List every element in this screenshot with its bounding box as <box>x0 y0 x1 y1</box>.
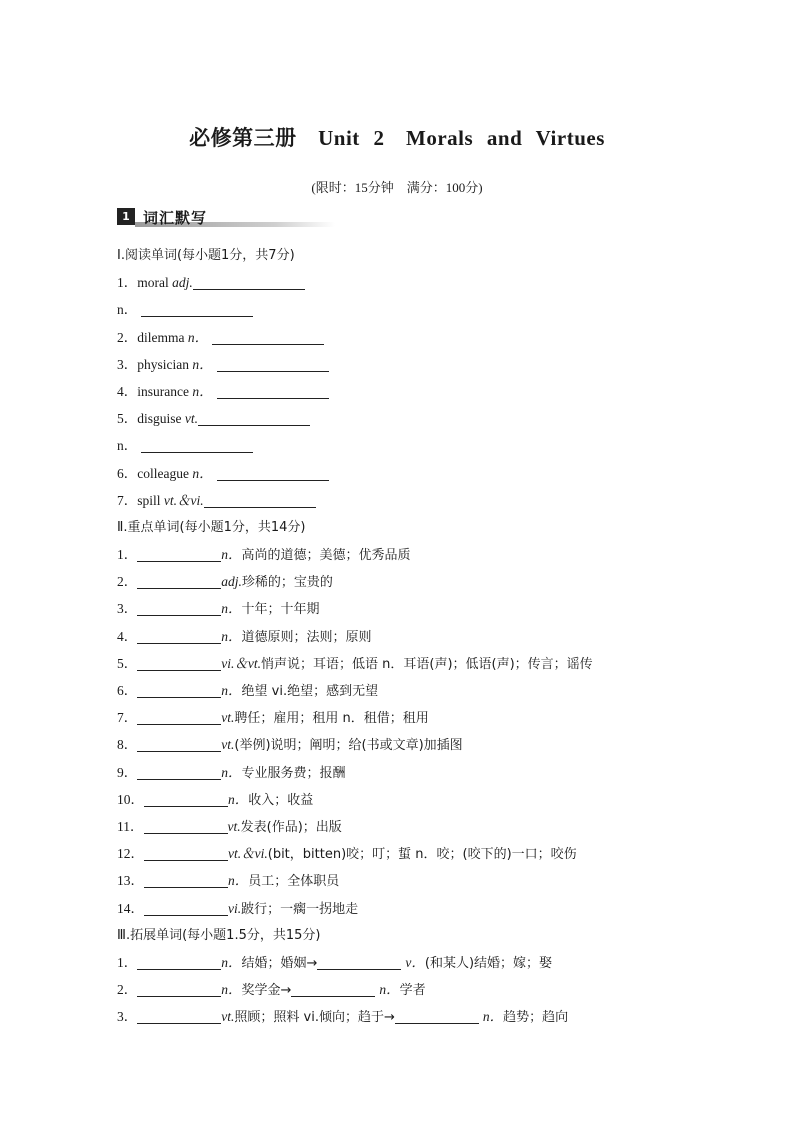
answer-blank[interactable] <box>137 655 221 671</box>
answer-blank[interactable] <box>144 845 228 861</box>
answer-blank[interactable] <box>204 492 316 508</box>
part2-item: 10． n．收入；收益 <box>117 791 314 808</box>
answer-blank[interactable] <box>217 383 329 399</box>
worksheet-body <box>117 242 717 1030</box>
part2-item: 11． vt.发表(作品)；出版 <box>117 818 342 835</box>
answer-blank[interactable] <box>137 954 221 970</box>
answer-blank[interactable] <box>212 329 324 345</box>
page-title: 必修第三册 Unit 2 Morals and Virtues <box>189 126 605 150</box>
answer-blank[interactable] <box>144 872 228 888</box>
answer-blank[interactable] <box>137 709 221 725</box>
answer-blank[interactable] <box>137 628 221 644</box>
section-number-badge: 1 <box>117 208 135 225</box>
part2-item: 7． vt.聘任；雇用；租用 n．租借；租用 <box>117 710 429 727</box>
answer-blank[interactable] <box>137 573 221 589</box>
answer-blank[interactable] <box>141 437 253 453</box>
part1-item: n． <box>117 432 717 459</box>
answer-blank[interactable] <box>137 981 221 997</box>
answer-blank[interactable] <box>144 900 228 916</box>
answer-blank[interactable] <box>137 600 221 616</box>
part2-item: 12． vt.＆vi.(bit，bitten)咬；叮；蜇 n．咬；(咬下的)一口；咬伤 <box>117 846 577 863</box>
part2-header: Ⅱ.重点单词(每小题1分，共14分) <box>117 519 306 535</box>
part3-item: 2． n．奖学金→ n．学者 <box>117 982 426 999</box>
answer-blank[interactable] <box>291 981 375 997</box>
part3-item: 1． n．结婚；婚姻→ v．(和某人)结婚；嫁；娶 <box>117 954 553 971</box>
part1-item: 7．spill vt.＆vi. <box>117 487 717 514</box>
part2-item: 4． n．道德原则；法则；原则 <box>117 628 372 645</box>
part1-item: 5．disguise vt. <box>117 405 717 432</box>
part3-header: Ⅲ.拓展单词(每小题1.5分，共15分) <box>117 927 321 943</box>
part2-item: 8． vt.(举例)说明；阐明；给(书或文章)加插图 <box>117 737 463 754</box>
part1-item: n． <box>117 296 717 323</box>
part2-item: 13． n．员工；全体职员 <box>117 873 340 890</box>
answer-blank[interactable] <box>137 764 221 780</box>
part2-item: 6． n．绝望 vi.绝望；感到无望 <box>117 683 379 699</box>
part2-item: 9． n．专业服务费；报酬 <box>117 764 346 781</box>
answer-blank[interactable] <box>217 356 329 372</box>
part1-item: 3．physician n． <box>117 351 717 378</box>
part2-item: 14． vi.跛行；一瘸一拐地走 <box>117 900 359 917</box>
answer-blank[interactable] <box>137 682 221 698</box>
part2-item: 3． n．十年；十年期 <box>117 601 320 618</box>
answer-blank[interactable] <box>217 465 329 481</box>
answer-blank[interactable] <box>137 1008 221 1024</box>
answer-blank[interactable] <box>144 818 228 834</box>
answer-blank[interactable] <box>317 954 401 970</box>
answer-blank[interactable] <box>141 301 253 317</box>
part1-header: Ⅰ.阅读单词(每小题1分，共7分) <box>117 248 295 263</box>
section-label: 词汇默写 <box>143 209 208 227</box>
answer-blank[interactable] <box>193 274 305 290</box>
section-header <box>117 206 437 228</box>
answer-blank[interactable] <box>137 736 221 752</box>
part1-item: 6．colleague n． <box>117 460 717 487</box>
part2-item: 1． n．高尚的道德；美德；优秀品质 <box>117 547 411 564</box>
part1-item: 2．dilemma n． <box>117 324 717 351</box>
part3-item: 3． vt.照顾；照料 vi.倾向；趋于→ n．趋势；趋向 <box>117 1009 569 1026</box>
answer-blank[interactable] <box>395 1008 479 1024</box>
part2-item: 5． vi.＆vt.悄声说；耳语；低语 n．耳语(声)；低语(声)；传言；谣传 <box>117 655 593 672</box>
answer-blank[interactable] <box>144 791 228 807</box>
time-score-note: (限时：15分钟 满分：100分) <box>311 180 483 195</box>
part1-item: 1．moral adj. <box>117 269 717 296</box>
answer-blank[interactable] <box>137 546 221 562</box>
part1-item: 4．insurance n． <box>117 378 717 405</box>
answer-blank[interactable] <box>198 410 310 426</box>
part2-item: 2． adj.珍稀的；宝贵的 <box>117 574 333 591</box>
